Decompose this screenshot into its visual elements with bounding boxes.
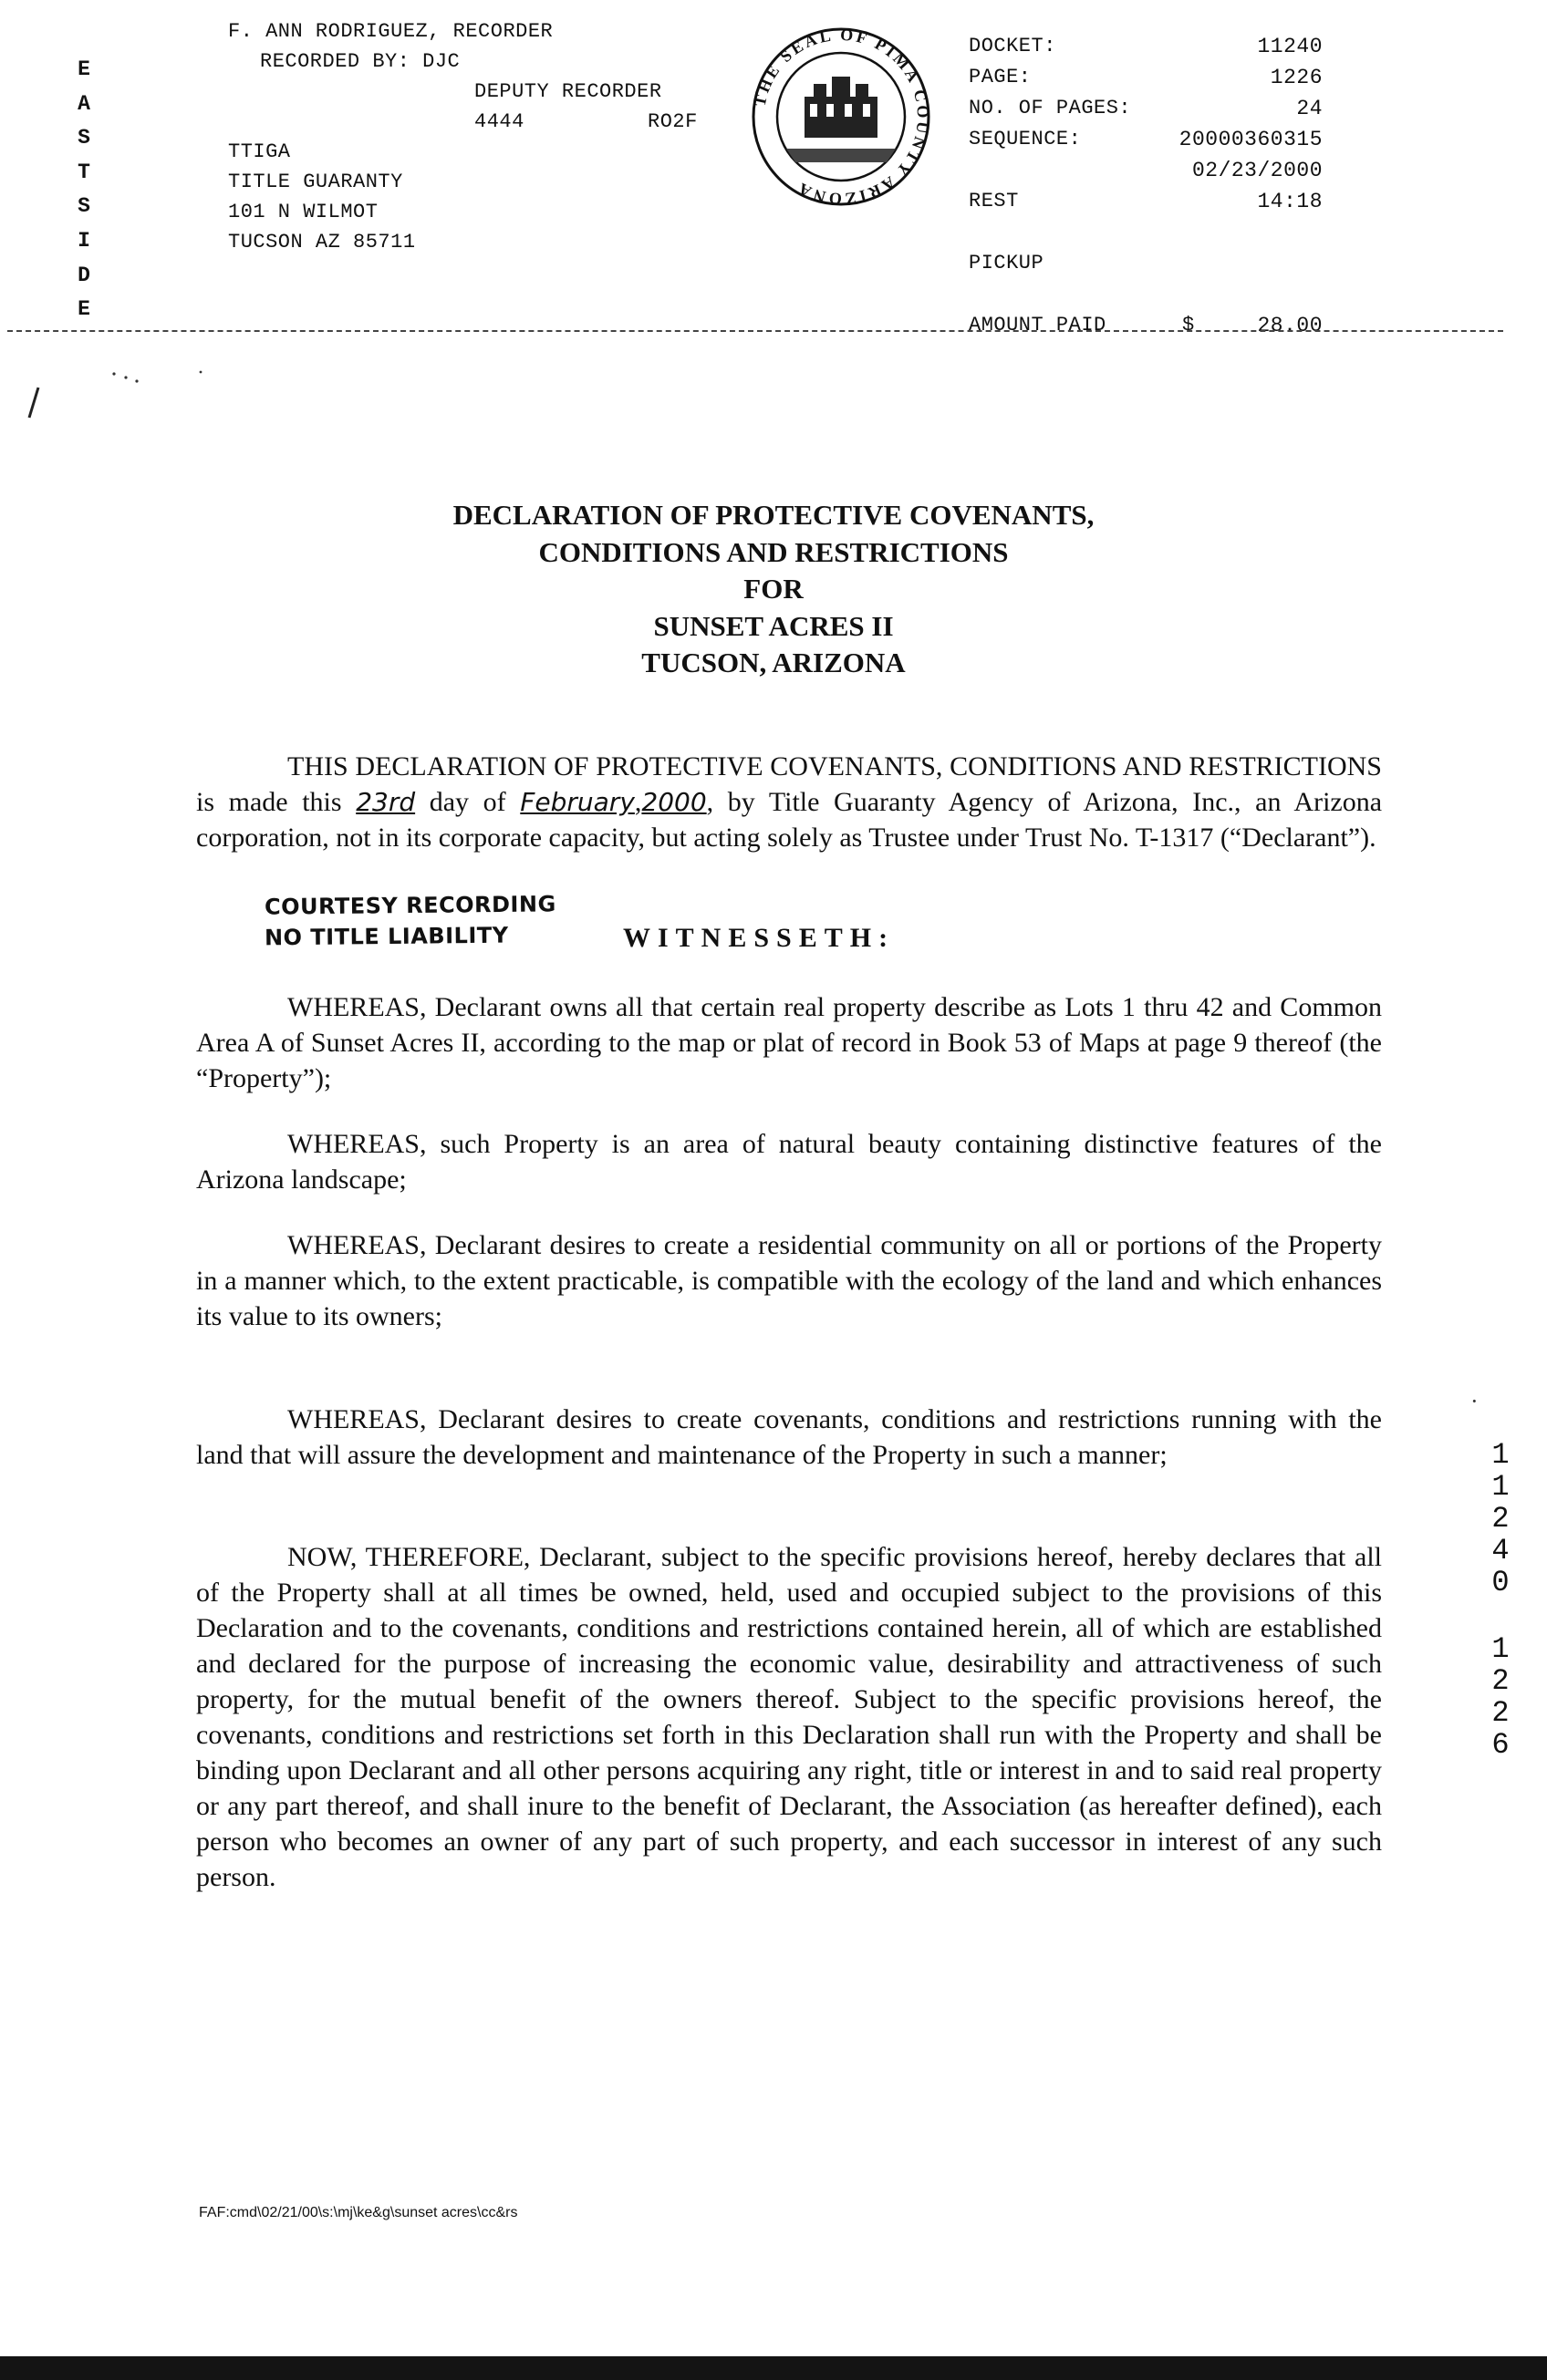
side-number-digit: 1 [1491, 1470, 1510, 1504]
side-number-digit: 4 [1491, 1534, 1510, 1568]
side-number-digit: 6 [1491, 1728, 1510, 1762]
intro-part3: , by Title Guaranty Agency of Arizona, Inc., an Arizona corporation, not in its corporate capacity, but acting solely as Trustee under Trust No. T-1317 (“Declarant”). [196, 787, 1383, 853]
side-letter: S [78, 126, 90, 150]
title-line-4: SUNSET ACRES II [653, 609, 894, 642]
handwritten-month: February [520, 787, 635, 817]
record-date: 02/23/2000 [1191, 159, 1323, 182]
side-letters [73, 53, 95, 327]
side-number-digit: 2 [1491, 1696, 1510, 1730]
paragraph-text: WHEREAS, Declarant desires to create covenants, conditions and restrictions running with the land that will assure the development and maintenance of the Property in such a manner; [196, 1404, 1382, 1470]
paragraph-text: NOW, THEREFORE, Declarant, subject to the specific provisions hereof, hereby declares that all of the Property shall at all times be owned, held, used and occupied subject to the provisions of this Declaration and to the covenants, conditions and restrictions contained herein, all of which are established and declared for the purpose of increasing the economic value, desirability and attractiveness of such property, for the mutual benefit of the owners thereof. Subject to the specific provisions hereof, the covenants, conditions and restrictions set forth in this Declaration shall run with the Property and shall be binding upon Declarant and all other persons acquiring any right, title or interest in and to said real property or any part thereof, and shall inure to the benefit of Declarant, the Association (as hereafter defined), each person who becomes an owner of any part of such property, and each successor in interest of any such person. [196, 1542, 1382, 1892]
record-time: 14:18 [1257, 190, 1323, 213]
pages-value: 24 [1296, 97, 1323, 120]
side-number-digit: 1 [1491, 1632, 1510, 1666]
side-docket-number [1487, 1439, 1514, 1761]
courtesy-stamp-line1: COURTESY RECORDING [264, 891, 556, 920]
side-letter: E [78, 297, 90, 322]
recorder-station: RO2F [648, 110, 698, 133]
side-letter: I [78, 228, 90, 253]
witnesseth-heading: WITNESSETH: [623, 923, 896, 953]
recorder-code: 4444 [474, 110, 524, 133]
recorded-by: RECORDED BY: DJC [260, 50, 461, 73]
file-path-footer: FAF:cmd\02/21/00\s:\mj\ke&g\sunset acres\cc&rs [199, 2205, 518, 2220]
recorder-name: F. ANN RODRIGUEZ, RECORDER [228, 20, 554, 43]
paragraph-whereas-2 [196, 1126, 1382, 1197]
title-line-1: DECLARATION OF PROTECTIVE COVENANTS, [452, 499, 1095, 531]
scan-edge [0, 2356, 1547, 2380]
handwritten-day: 23rd [356, 787, 416, 817]
courtesy-stamp-line2: NO TITLE LIABILITY [264, 922, 509, 951]
paragraph-text: WHEREAS, Declarant owns all that certain real property describe as Lots 1 thru 42 and Common Area A of Sunset Acres II, according to the map or plat of record in Book 53 of Maps at page 9 thereof (the “Property”); [196, 992, 1382, 1093]
amount-value: 28.00 [1257, 314, 1323, 337]
side-letter: E [78, 57, 90, 81]
seal-text: THE SEAL OF PIMA COUNTY ARIZONA [750, 26, 932, 208]
paragraph-text: WHEREAS, such Property is an area of natural beauty containing distinctive features of the Arizona landscape; [196, 1129, 1382, 1195]
intro-part1: THIS DECLARATION OF PROTECTIVE COVENANTS, CONDITIONS AND RESTRICTIONS is made this [196, 751, 1382, 817]
rest-label: REST [969, 190, 1019, 212]
sequence-value: 20000360315 [1178, 128, 1323, 151]
side-letter: S [78, 194, 90, 219]
side-number-digit: 0 [1491, 1566, 1510, 1599]
page-label: PAGE: [969, 66, 1032, 88]
side-letter: D [78, 263, 90, 287]
side-number-digit: 2 [1491, 1502, 1510, 1536]
handwritten-year: 2000 [641, 787, 707, 817]
page-value: 1226 [1270, 66, 1323, 89]
sequence-label: SEQUENCE: [969, 128, 1082, 150]
title-line-2: CONDITIONS AND RESTRICTIONS [538, 535, 1009, 568]
document-title [0, 497, 1547, 682]
side-number-digit: 2 [1491, 1664, 1510, 1698]
company-short: TTIGA [228, 140, 291, 163]
docket-label: DOCKET: [969, 35, 1056, 57]
amount-currency: $ [1182, 314, 1195, 336]
paragraph-whereas-1 [196, 989, 1382, 1096]
pickup-label: PICKUP [969, 252, 1044, 274]
paragraph-whereas-4 [196, 1402, 1382, 1473]
title-line-5: TUCSON, ARIZONA [641, 647, 906, 678]
pages-label: NO. OF PAGES: [969, 97, 1132, 119]
county-seal [750, 26, 932, 208]
amount-label: AMOUNT PAID [969, 314, 1106, 336]
side-letter: T [78, 160, 90, 184]
header-rule [7, 330, 1503, 332]
scan-marks [18, 356, 237, 429]
company-name: TITLE GUARANTY [228, 171, 403, 193]
side-letter: A [78, 91, 90, 116]
company-street: 101 N WILMOT [228, 201, 379, 223]
company-city: TUCSON AZ 85711 [228, 231, 416, 254]
intro-sep: , [634, 787, 642, 817]
docket-value: 11240 [1257, 35, 1323, 58]
intro-part2: day of [429, 787, 506, 817]
side-number-digit: 1 [1491, 1438, 1510, 1472]
intro-paragraph [196, 749, 1382, 855]
deputy-recorder: DEPUTY RECORDER [474, 80, 662, 103]
paragraph-whereas-3 [196, 1227, 1382, 1334]
paragraph-now-therefore [196, 1539, 1382, 1895]
title-line-3: FOR [743, 573, 804, 605]
margin-mark: · [1470, 1388, 1479, 1414]
paragraph-text: WHEREAS, Declarant desires to create a residential community on all or portions of the Property in a manner which, to the extent practicable, is compatible with the ecology of the land and which enhances its value to its owners; [196, 1230, 1382, 1331]
